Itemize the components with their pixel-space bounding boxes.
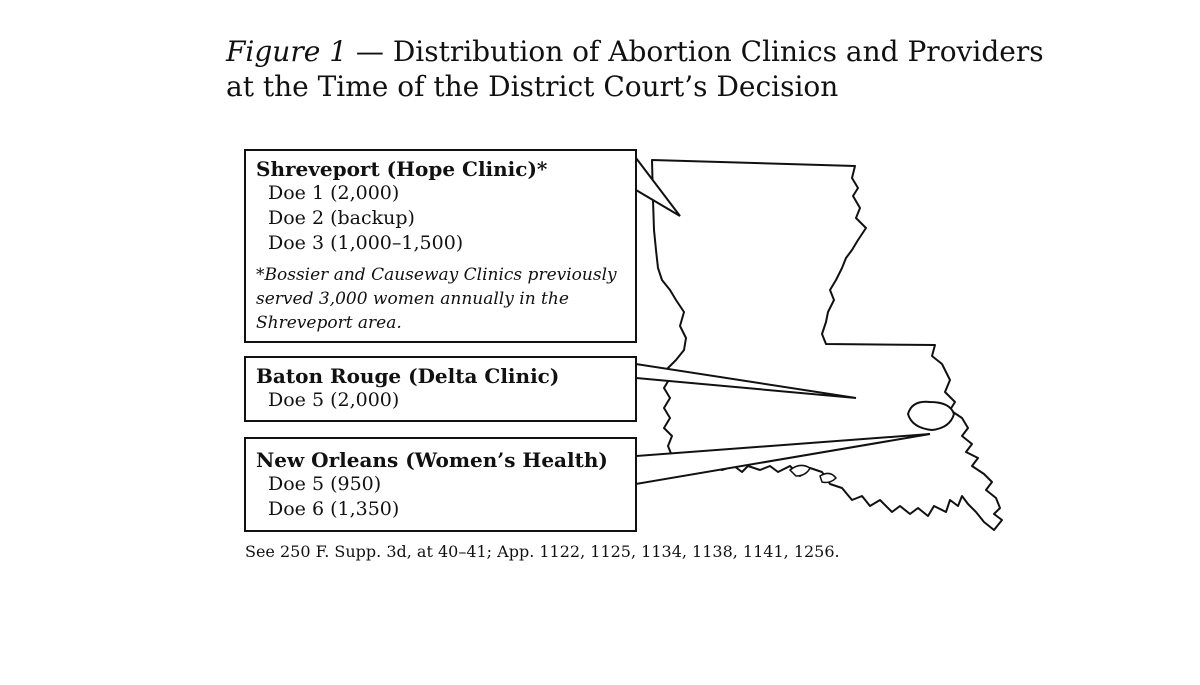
provider-entry: Doe 5 (2,000) — [268, 389, 400, 411]
batonrouge-callout — [244, 356, 637, 422]
clinic-location: New Orleans (Women’s Health) — [256, 448, 608, 472]
provider-entry: Doe 6 (1,350) — [268, 498, 400, 520]
shreveport-callout — [244, 149, 637, 343]
source-citation: See 250 F. Supp. 3d, at 40–41; App. 1122, 1125, 1134, 1138, 1141, 1256. — [245, 542, 840, 561]
figure-title-text: — Distribution of Abortion Clinics and Providers — [347, 35, 1044, 68]
neworleans-callout — [244, 437, 637, 532]
figure-label: Figure 1 — [226, 35, 348, 68]
provider-entry: Doe 5 (950) — [268, 473, 382, 495]
provider-entry: Doe 1 (2,000) — [268, 182, 400, 204]
clinic-location: Shreveport (Hope Clinic)* — [256, 157, 548, 181]
clinic-footnote: *Bossier and Causeway Clinics previously served 3,000 women annually in the Shreveport area. — [256, 265, 617, 333]
provider-entry: Doe 3 (1,000–1,500) — [268, 232, 464, 254]
provider-entry: Doe 2 (backup) — [268, 207, 415, 229]
figure-title-line2: at the Time of the District Court’s Decision — [226, 70, 839, 103]
clinic-location: Baton Rouge (Delta Clinic) — [256, 364, 560, 388]
